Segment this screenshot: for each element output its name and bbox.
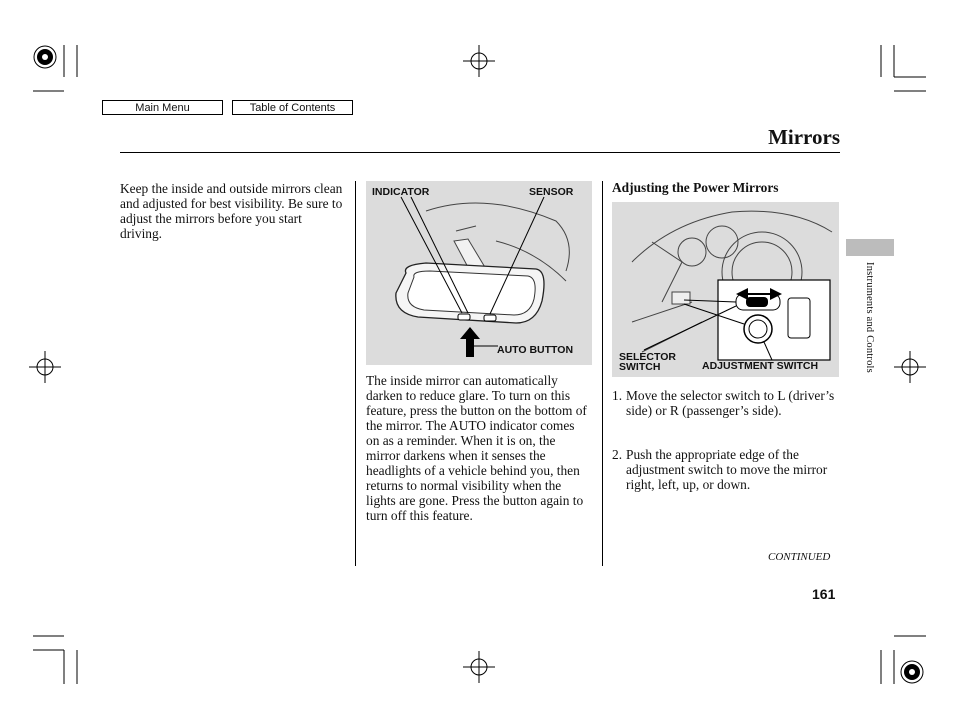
continued-label: CONTINUED <box>768 551 831 563</box>
step-1 <box>612 388 838 418</box>
step-number: 2. <box>612 447 623 462</box>
selector-switch-label: SELECTOR SWITCH <box>619 351 676 373</box>
sensor-label: SENSOR <box>529 186 574 198</box>
step-text: Move the selector switch to L (driver’s side) or R (passenger’s side). <box>626 388 835 418</box>
step-2 <box>612 447 838 492</box>
section-label: Instruments and Controls <box>864 262 875 373</box>
column-divider <box>355 181 356 566</box>
intro-paragraph: Keep the inside and outside mirrors clean and adjusted for best visibility. Be sure to adjust the mirrors before you start driving. <box>120 181 343 241</box>
column-divider <box>602 181 603 566</box>
main-menu-button[interactable]: Main Menu <box>102 100 223 115</box>
adjustment-switch-label: ADJUSTMENT SWITCH <box>702 360 819 372</box>
table-of-contents-button[interactable]: Table of Contents <box>232 100 353 115</box>
title-rule <box>120 152 840 153</box>
power-mirror-figure <box>612 202 839 377</box>
inside-mirror-figure <box>366 181 592 365</box>
page-number: 161 <box>812 586 836 602</box>
inside-mirror-illustration <box>366 181 592 365</box>
step-text: Push the appropriate edge of the adjustment switch to move the mirror right, left, up, or down. <box>626 447 828 492</box>
power-mirrors-heading: Adjusting the Power Mirrors <box>612 180 779 195</box>
inside-mirror-paragraph: The inside mirror can automatically darken to reduce glare. To turn on this feature, press the button on the bottom of the mirror. The AUTO indicator comes on as a reminder. When it is on, the mirror darkens when it senses the headlights of a vehicle behind you, then returns to normal visibility when the lights are gone. Press the button again to turn off this feature. <box>366 373 587 523</box>
section-tab <box>846 239 894 256</box>
step-number: 1. <box>612 388 623 403</box>
auto-button-label: AUTO BUTTON <box>497 344 574 356</box>
indicator-label: INDICATOR <box>372 186 430 198</box>
page-title: Mirrors <box>768 125 840 149</box>
